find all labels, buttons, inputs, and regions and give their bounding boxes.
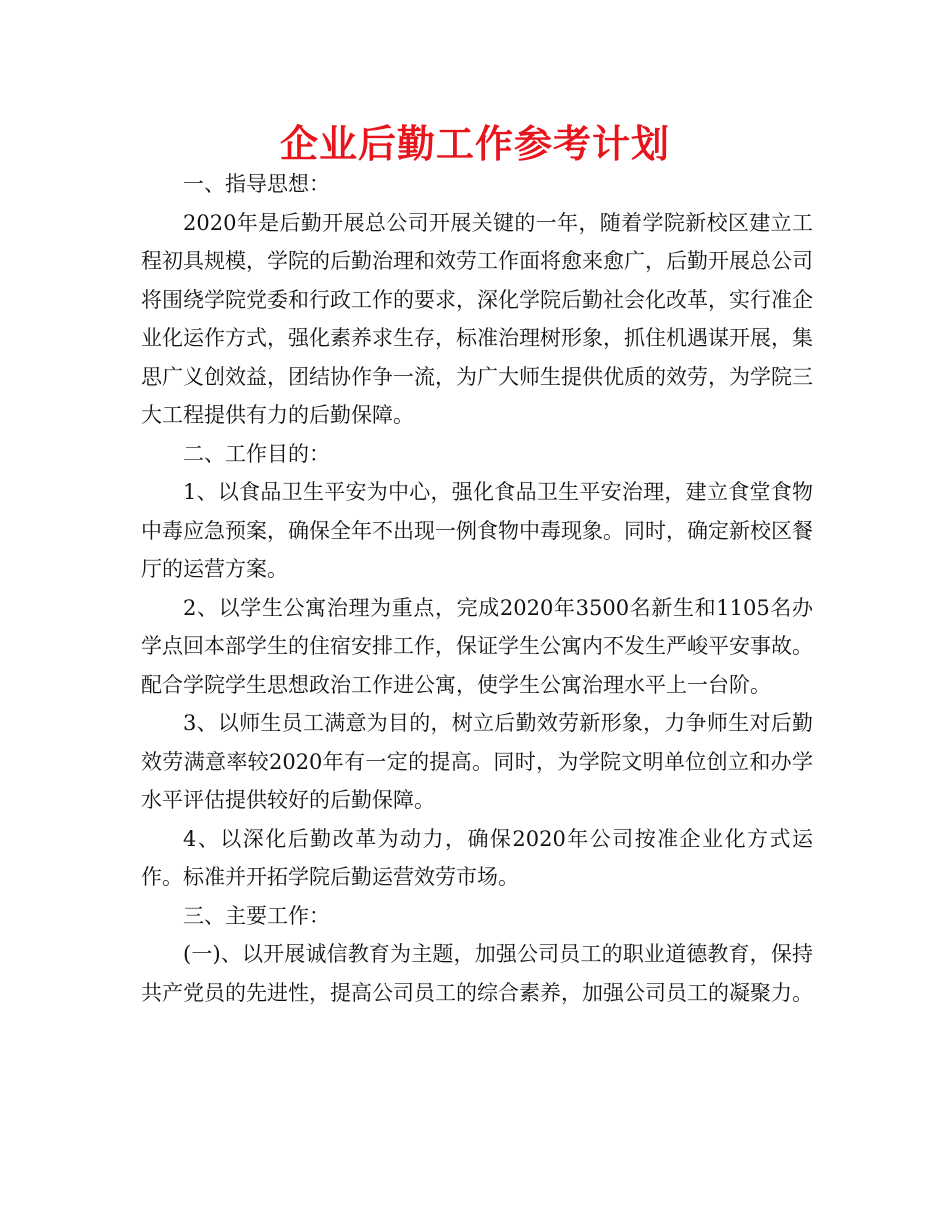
paragraph-main-work-1: (一)、以开展诚信教育为主题，加强公司员工的职业道德教育，保持共产党员的先进性，提高公司员工的综合素养，加强公司员工的凝聚力。 [141,942,813,1005]
document-title: 企业后勤工作参考计划 [279,122,670,166]
paragraph-guiding-ideology: 2020年是后勤开展总公司开展关键的一年，随着学院新校区建立工程初具规模，学院的后勤治理和效劳工作面将愈来愈广，后勤开展总公司将围绕学院党委和行政工作的要求，深化学院后勤社会化改革，实行准企业化运作方式，强化素养求生存，标准治理树形象，抓住机遇谋开展，集思广义创效益，团结协作争一流，为广大师生提供优质的效劳，为学院三大工程提供有力的后勤保障。 [141,210,813,427]
section-heading-guiding-ideology: 一、指导思想： [183,172,330,196]
section-heading-main-work: 三、主要工作： [183,903,330,928]
document-body [141,165,813,1012]
paragraph-objective-4: 4、以深化后勤改革为动力，确保2020年公司按准企业化方式运作。标准并开拓学院后勤运营效劳市场。 [141,826,813,889]
paragraph-objective-3: 3、以师生员工满意为目的，树立后勤效劳新形象，力争师生对后勤效劳满意率较2020年有一定的提高。同时，为学院文明单位创立和办学水平评估提供较好的后勤保障。 [141,711,813,812]
paragraph-objective-1: 1、以食品卫生平安为中心，强化食品卫生平安治理，建立食堂食物中毒应急预案，确保全年不出现一例食物中毒现象。同时，确定新校区餐厅的运营方案。 [141,480,813,581]
section-heading-work-objectives: 二、工作目的： [183,441,330,466]
paragraph-objective-2: 2、以学生公寓治理为重点，完成2020年3500名新生和1105名办学点回本部学生的住宿安排工作，保证学生公寓内不发生严峻平安事故。配合学院学生思想政治工作进公寓，使学生公寓治理水平上一台阶。 [141,595,813,697]
